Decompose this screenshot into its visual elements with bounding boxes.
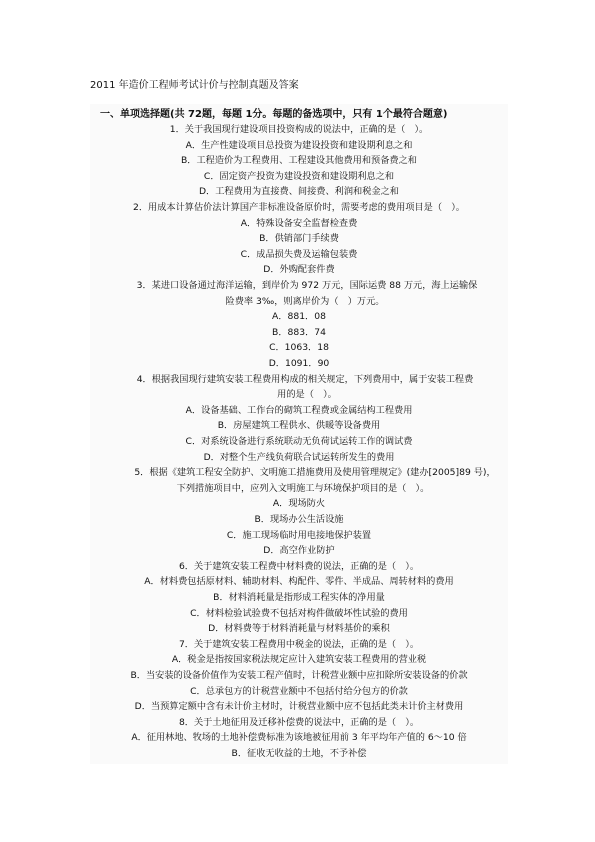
- answer-option: C．1063．18: [269, 342, 329, 354]
- answer-option: B．供销部门手续费: [259, 233, 339, 245]
- answer-option: C．固定资产投资为建设投资和建设期利息之和: [203, 170, 395, 182]
- answer-option: B．材料消耗量是指形成工程实体的净用量: [213, 592, 385, 603]
- question-text: 下列措施项目中，应列入文明施工与环境保护项目的是（ ）。: [176, 482, 430, 494]
- answer-option: A．现场防火: [272, 498, 326, 510]
- answer-option: D．外购配套件费: [263, 264, 335, 276]
- answer-option: A．征用林地、牧场的土地补偿费标准为该地被征用前 3 年平均年产值的 6～10 倍: [131, 732, 467, 744]
- question-text: 1．关于我国现行建设项目投资构成的说法中，正确的是（ ）。: [169, 124, 429, 135]
- document-title: 2011 年造价工程师考试计价与控制真题及答案: [90, 80, 299, 91]
- section-heading: 一、单项选择题(共 72题，每题 1分。每题的备选项中，只有 1个最符合题意): [100, 109, 448, 120]
- answer-option: D．当预算定额中含有未计价主材时，计税营业额中应不包括此类未计价主材费用: [134, 701, 464, 713]
- answer-option: C．总承包方的计税营业额中不包括付给分包方的价款: [190, 685, 408, 697]
- answer-option: A．特殊设备安全监督检查费: [240, 217, 358, 229]
- answer-option: A．税金是指按国家税法规定应计入建筑安装工程费用的营业税: [171, 654, 427, 666]
- answer-option: D．1091．90: [268, 358, 330, 369]
- answer-option: A．设备基础、工作台的砌筑工程费或金属结构工程费用: [185, 404, 413, 416]
- answer-option: B．现场办公生活设施: [254, 514, 344, 525]
- question-text: 险费率 3‰，则离岸价为（ ）万元。: [225, 295, 385, 307]
- answer-option: A．生产性建设项目总投资为建设投资和建设期利息之和: [185, 139, 413, 151]
- answer-option: C．成品损失费及运输包装费: [240, 248, 358, 260]
- question-text: 8．关于土地征用及迁移补偿费的说法中，正确的是（ ）。: [178, 716, 420, 728]
- answer-option: C．材料检验试验费不包括对构件做破坏性试验的费用: [190, 607, 408, 619]
- question-text: 7．关于建筑安装工程费用中税金的说法，正确的是（ ）。: [178, 638, 420, 650]
- answer-option: B．房屋建筑工程供水、供暖等设备费用: [217, 420, 381, 432]
- answer-option: D．工程费用为直接费、间接费、利润和税金之和: [198, 186, 399, 198]
- answer-option: D．高空作业防护: [263, 545, 335, 557]
- answer-option: C．对系统设备进行系统联动无负荷试运转工作的调试费: [185, 436, 413, 447]
- question-text: 2．用成本计算估价法计算国产非标准设备原价时，需要考虑的费用项目是（ ）。: [133, 202, 465, 213]
- question-text: 用的是（ ）。: [277, 389, 337, 401]
- question-text: 5．根据《建筑工程安全防护、文明施工措施费用及使用管理规定》(建办[2005]89 号)，: [134, 467, 496, 479]
- answer-option: D．材料费等于材料消耗量与材料基价的乘积: [208, 623, 390, 635]
- question-text: 6．关于建筑安装工程费中材料费的说法，正确的是（ ）。: [178, 560, 420, 572]
- answer-option: A．881．08: [272, 311, 326, 323]
- question-text: 3．某进口设备通过海洋运输，到岸价为 972 万元，国际运费 88 万元，海上运输保: [136, 280, 478, 291]
- answer-option: B．征收无收益的土地，不予补偿: [231, 748, 367, 759]
- answer-option: B．工程造价为工程费用、工程建设其他费用和预备费之和: [181, 155, 417, 167]
- answer-option: B．当安装的设备价值作为安装工程产值时，计税营业额中应扣除所安装设备的价款: [130, 670, 468, 681]
- answer-option: D．对整个生产线负荷联合试运转所发生的费用: [203, 451, 395, 463]
- answer-option: C．施工现场临时用电接地保护装置: [226, 529, 372, 541]
- answer-option: B．883．74: [272, 326, 326, 338]
- question-text: 4．根据我国现行建筑安装工程费用构成的相关规定，下列费用中，属于安装工程费: [136, 373, 474, 385]
- answer-option: A．材料费包括原材料、辅助材料、构配件、零件、半成品、周转材料的费用: [144, 576, 454, 588]
